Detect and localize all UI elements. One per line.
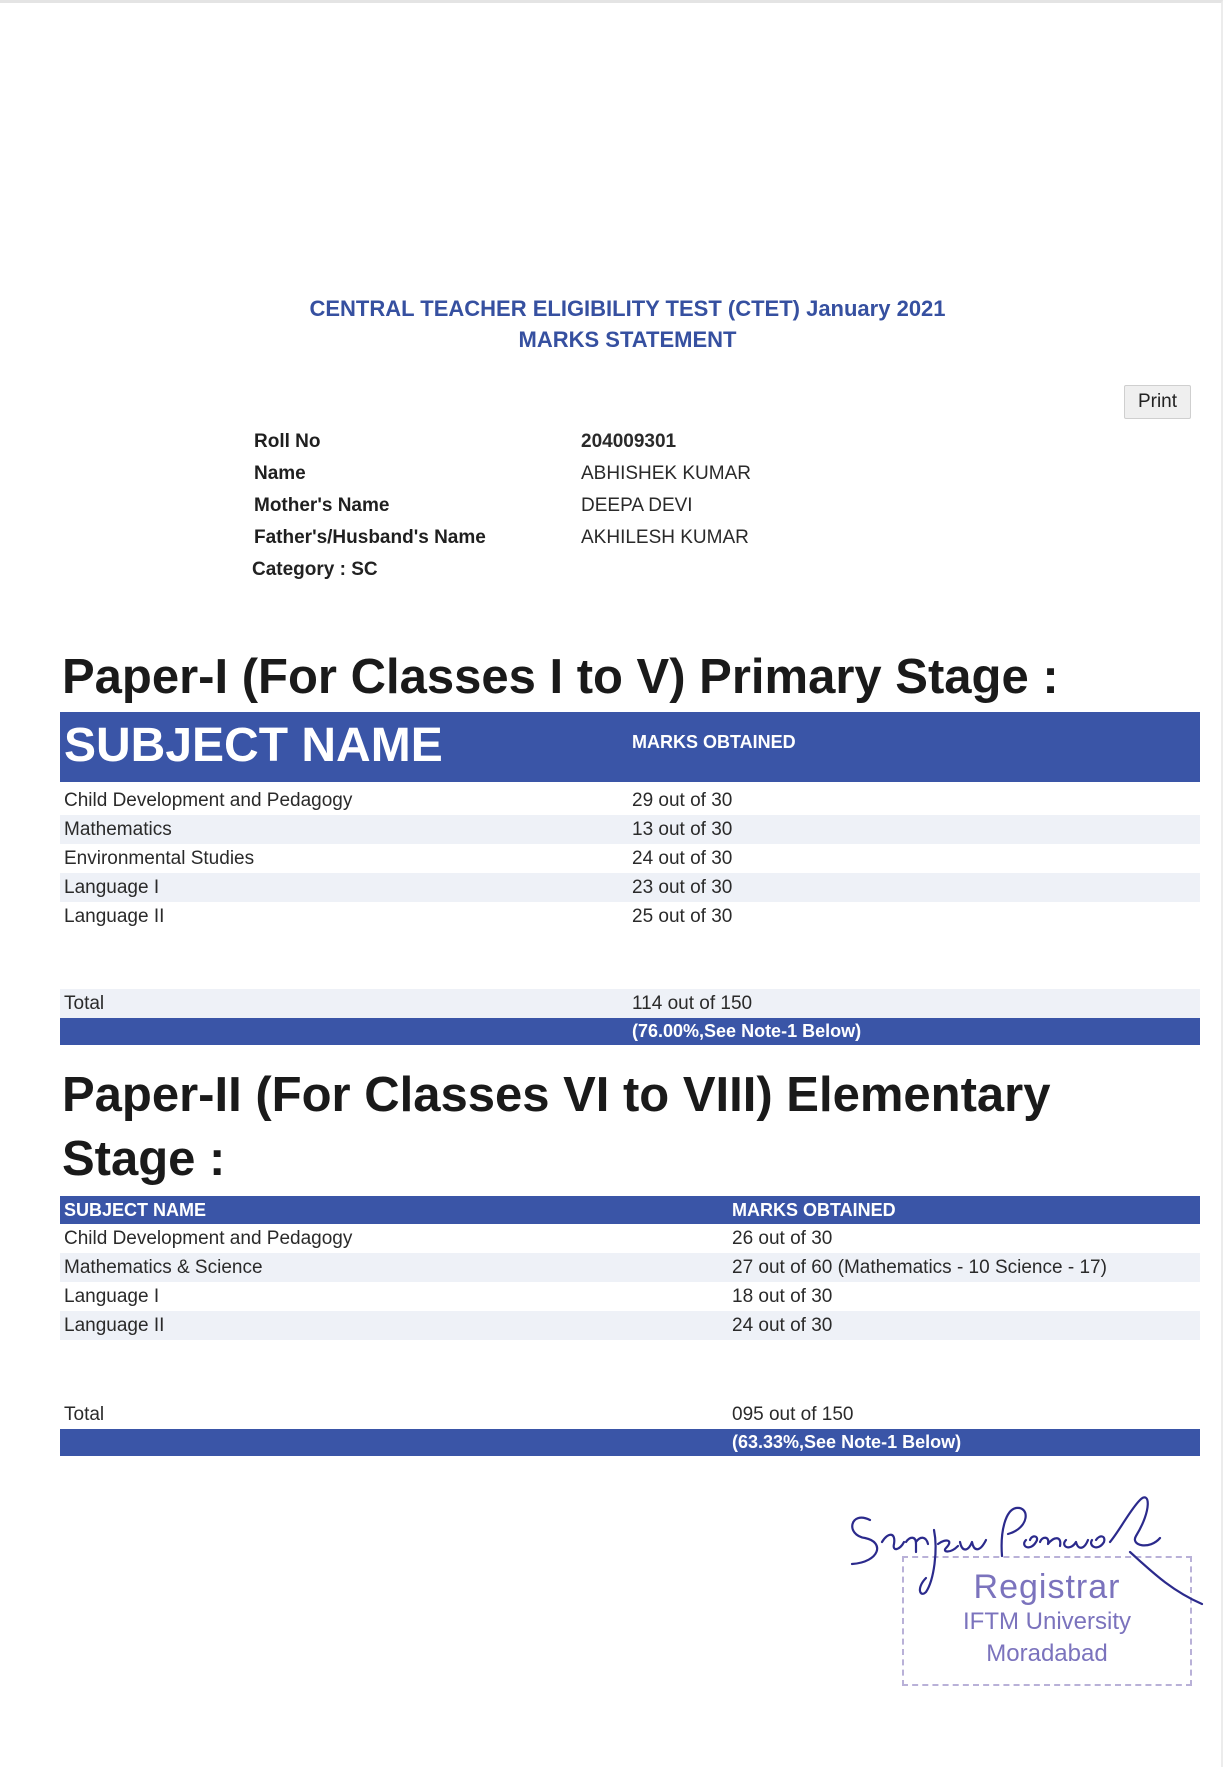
paper2-col-subject: SUBJECT NAME <box>64 1200 207 1220</box>
marks-cell: 24 out of 30 <box>732 1315 833 1336</box>
subject-cell: Language II <box>64 906 165 927</box>
marks-cell: 18 out of 30 <box>732 1286 833 1307</box>
percentage-bar <box>60 1018 1200 1045</box>
table-row <box>60 815 1200 844</box>
paper2-col-marks: MARKS OBTAINED <box>732 1200 896 1220</box>
document-title <box>0 293 1223 355</box>
table-row <box>60 1311 1200 1340</box>
marks-cell: 27 out of 60 (Mathematics - 10 Science - 17) <box>732 1257 1107 1278</box>
marks-cell: 13 out of 30 <box>632 819 733 840</box>
father-name-value: AKHILESH KUMAR <box>581 527 749 548</box>
paper2-heading <box>62 1063 1202 1191</box>
roll-no-label: Roll No <box>254 431 321 452</box>
paper2-heading-line2: Stage : <box>62 1132 226 1186</box>
marks-cell: 23 out of 30 <box>632 877 733 898</box>
table-row <box>60 786 1200 815</box>
registrar-signature <box>830 1480 1210 1610</box>
table-row <box>60 1253 1200 1282</box>
mother-name-row <box>254 490 854 522</box>
total-label: Total <box>64 1404 105 1425</box>
category: Category : SC <box>252 559 378 580</box>
table-row <box>60 844 1200 873</box>
subject-cell: Language I <box>64 1286 160 1307</box>
percentage-bar <box>60 1429 1200 1456</box>
mother-name-value: DEEPA DEVI <box>581 495 693 516</box>
paper1-col-marks: MARKS OBTAINED <box>632 732 796 752</box>
percentage-value: (76.00%,See Note-1 Below) <box>632 1021 862 1041</box>
roll-no-row <box>254 426 854 458</box>
total-row <box>60 1400 1200 1429</box>
print-button[interactable]: Print <box>1124 385 1191 419</box>
subject-cell: Environmental Studies <box>64 848 255 869</box>
candidate-info <box>254 426 854 586</box>
subject-cell: Child Development and Pedagogy <box>64 790 353 811</box>
stamp-line-city: Moradabad <box>986 1640 1108 1667</box>
paper1-col-subject: SUBJECT NAME <box>64 719 443 772</box>
name-label: Name <box>254 463 306 484</box>
marks-cell: 26 out of 30 <box>732 1228 833 1249</box>
table-row <box>60 1224 1200 1253</box>
table-row <box>60 1282 1200 1311</box>
total-value: 114 out of 150 <box>632 993 753 1014</box>
name-row <box>254 458 854 490</box>
father-name-label: Father's/Husband's Name <box>254 527 486 548</box>
subject-cell: Mathematics <box>64 819 172 840</box>
roll-no-value: 204009301 <box>581 431 677 452</box>
father-name-row <box>254 522 854 554</box>
marks-cell: 25 out of 30 <box>632 906 733 927</box>
paper2-table <box>60 1196 1200 1456</box>
paper2-table-header <box>60 1196 1200 1224</box>
name-value: ABHISHEK KUMAR <box>581 463 751 484</box>
subject-cell: Language II <box>64 1315 165 1336</box>
exam-title: CENTRAL TEACHER ELIGIBILITY TEST (CTET) January 2021 <box>309 296 946 321</box>
table-row <box>60 902 1200 931</box>
subject-cell: Language I <box>64 877 160 898</box>
total-value: 095 out of 150 <box>732 1404 854 1425</box>
mother-name-label: Mother's Name <box>254 495 390 516</box>
paper1-table-header <box>60 712 1200 782</box>
subject-cell: Child Development and Pedagogy <box>64 1228 353 1249</box>
subject-cell: Mathematics & Science <box>64 1257 263 1278</box>
table-row <box>60 873 1200 902</box>
statement-title: MARKS STATEMENT <box>518 327 737 352</box>
marks-cell: 29 out of 30 <box>632 790 733 811</box>
paper2-heading-line1: Paper-II (For Classes VI to VIII) Elementary <box>62 1068 1051 1122</box>
total-row <box>60 989 1200 1018</box>
stamp-line-university: IFTM University <box>963 1608 1131 1635</box>
marks-cell: 24 out of 30 <box>632 848 733 869</box>
paper1-heading: Paper-I (For Classes I to V) Primary Stage : <box>62 650 1059 704</box>
total-label: Total <box>64 993 105 1014</box>
stamp-line-registrar: Registrar <box>973 1568 1121 1606</box>
paper1-table <box>60 712 1200 1045</box>
percentage-value: (63.33%,See Note-1 Below) <box>732 1432 962 1452</box>
